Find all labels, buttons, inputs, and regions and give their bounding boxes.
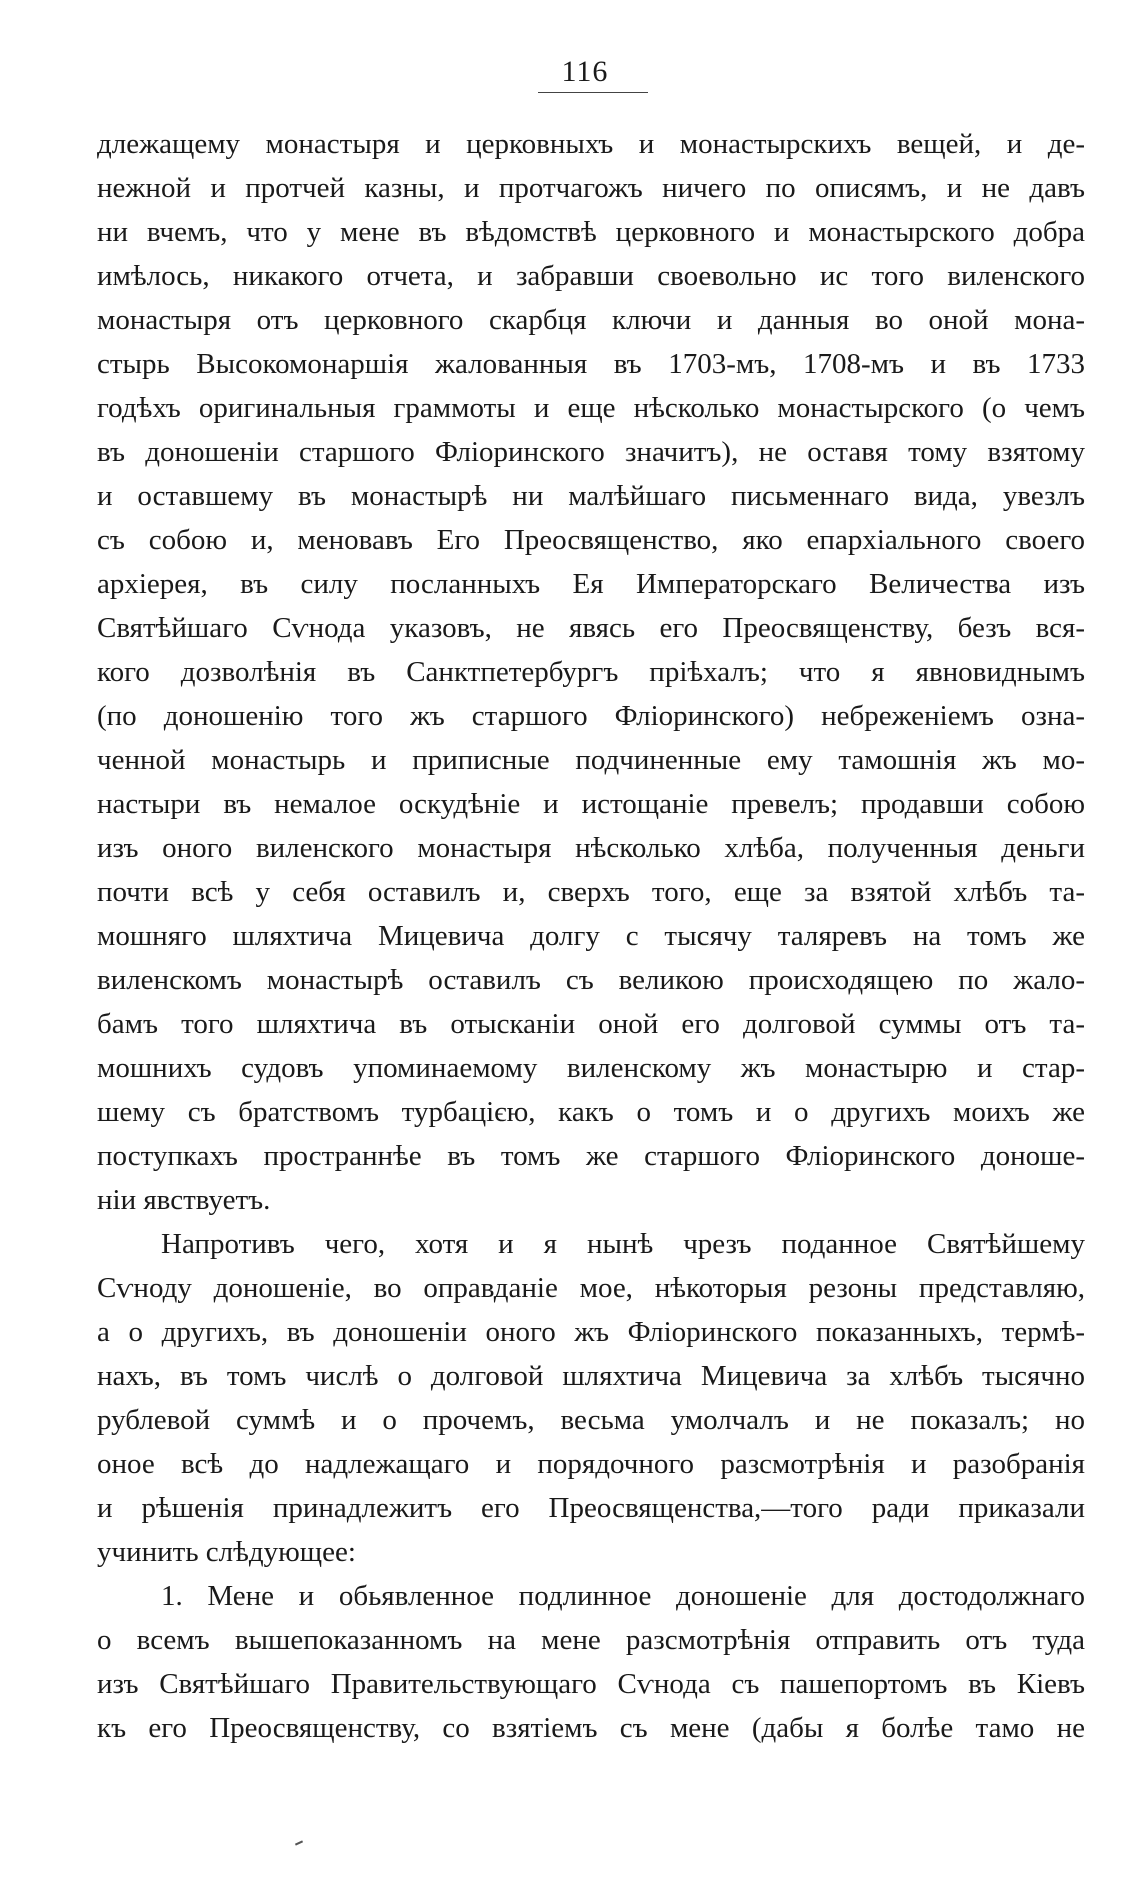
page-number-underline (538, 92, 648, 93)
text-line: въ доношеніи старшого Фліоринского значитъ), не оставя тому взятому (97, 436, 1085, 468)
text-line: изъ Святѣйшаго Правительствующаго Сѵнода съ пашепортомъ въ Кіевъ (97, 1668, 1085, 1700)
text-line: монастыря отъ церковного скарбця ключи и данныя во оной мона- (97, 304, 1085, 336)
numbered-item-line: 1. Мене и обьявленное подлинное доношеніе для достодолжнаго (161, 1580, 1085, 1612)
text-line: нежной и протчей казны, и протчагожъ ничего по описямъ, и не давъ (97, 172, 1085, 204)
text-line: шему съ братствомъ турбацією, какъ о томъ и о другихъ моихъ же (97, 1096, 1085, 1128)
page-number: 116 (561, 55, 609, 88)
text-line: виленскомъ монастырѣ оставилъ съ великою происходящею по жало- (97, 964, 1085, 996)
text-line: стырь Высокомонаршія жалованныя въ 1703-мъ, 1708-мъ и въ 1733 (97, 348, 1085, 380)
text-line: къ его Преосвященству, со взятіемъ съ мене (дабы я болѣе тамо не (97, 1712, 1085, 1744)
text-line: учинить слѣдующее: (97, 1536, 356, 1568)
text-line: а о другихъ, въ доношеніи оного жъ Фліоринского показанныхъ, термѣ- (97, 1316, 1085, 1348)
stray-ink-mark (295, 1840, 303, 1845)
text-line: и оставшему въ монастырѣ ни малѣйшаго письменнаго вида, увезлъ (97, 480, 1085, 512)
text-line: мошнихъ судовъ упоминаемому виленскому жъ монастырю и стар- (97, 1052, 1085, 1084)
text-line: длежащему монастыря и церковныхъ и монастырскихъ вещей, и де- (97, 128, 1085, 160)
text-line: кого дозволѣнія въ Санктпетербургъ пріѣхалъ; что я явновиднымъ (97, 656, 1085, 688)
text-line: оное всѣ до надлежащаго и порядочного разсмотрѣнія и разобранія (97, 1448, 1085, 1480)
text-line: съ собою и, меновавъ Его Преосвященство, яко епархіального своего (97, 524, 1085, 556)
text-line: рублевой суммѣ и о прочемъ, весьма умолчалъ и не показалъ; но (97, 1404, 1085, 1436)
text-line: Святѣйшаго Сѵнода указовъ, не явясь его Преосвященству, безъ вся- (97, 612, 1085, 644)
text-line: изъ оного виленского монастыря нѣсколько хлѣба, полученныя деньги (97, 832, 1085, 864)
text-line: поступкахъ пространнѣе въ томъ же старшого Фліоринского доноше- (97, 1140, 1085, 1172)
text-line: и рѣшенія принадлежитъ его Преосвященства,—того ради приказали (97, 1492, 1085, 1524)
text-line: (по доношенію того жъ старшого Фліоринского) небреженіемъ озна- (97, 700, 1085, 732)
text-line: нахъ, въ томъ числѣ о долговой шляхтича Мицевича за хлѣбъ тысячно (97, 1360, 1085, 1392)
paragraph-start-line: Напротивъ чего, хотя и я нынѣ чрезъ поданное Святѣйшему (161, 1228, 1085, 1260)
text-line: ченной монастырь и приписные подчиненные ему тамошнія жъ мо- (97, 744, 1085, 776)
text-line: о всемъ вышепоказанномъ на мене разсмотрѣнія отправить отъ туда (97, 1624, 1085, 1656)
text-line: архіерея, въ силу посланныхъ Ея Императорскаго Величества изъ (97, 568, 1085, 600)
text-line: ни вчемъ, что у мене въ вѣдомствѣ церковного и монастырского добра (97, 216, 1085, 248)
text-line: годѣхъ оригинальныя граммоты и еще нѣсколько монастырского (о чемъ (97, 392, 1085, 424)
text-line: бамъ того шляхтича въ отысканіи оной его долговой суммы отъ та- (97, 1008, 1085, 1040)
text-line: имѣлось, никакого отчета, и забравши своевольно ис того виленского (97, 260, 1085, 292)
text-line: Сѵноду доношеніе, во оправданіе мое, нѣкоторыя резоны представляю, (97, 1272, 1085, 1304)
text-line: почти всѣ у себя оставилъ и, сверхъ того, еще за взятой хлѣбъ та- (97, 876, 1085, 908)
text-line: настыри въ немалое оскудѣніе и истощаніе превелъ; продавши собою (97, 788, 1085, 820)
text-line: мошняго шляхтича Мицевича долгу с тысячу таляревъ на томъ же (97, 920, 1085, 952)
text-line: ніи явствуетъ. (97, 1184, 271, 1216)
body-text (97, 122, 1085, 1750)
